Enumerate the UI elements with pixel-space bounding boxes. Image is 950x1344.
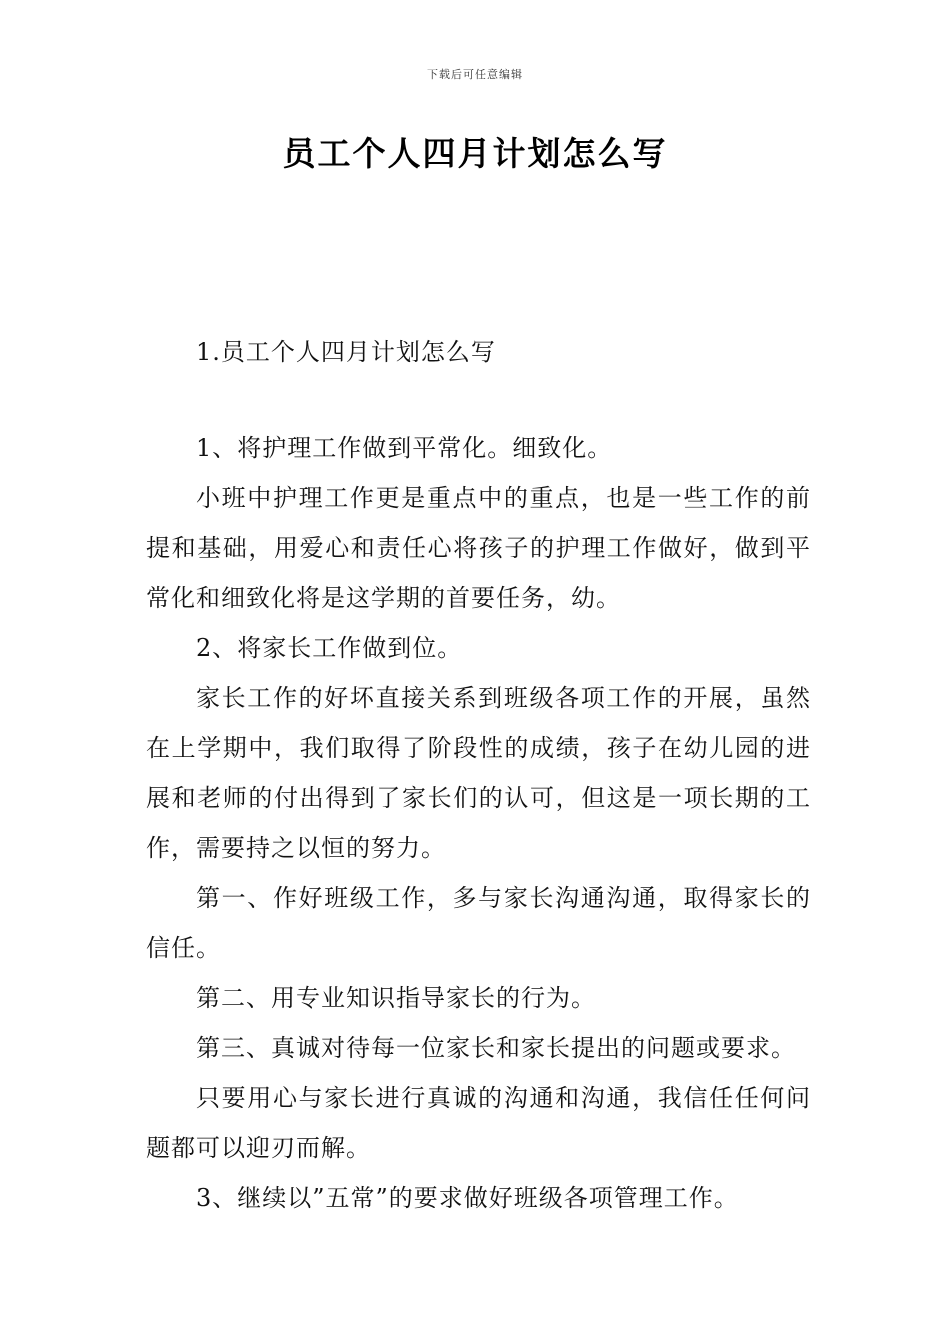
document-body bbox=[146, 423, 811, 1223]
paragraph: 1、将护理工作做到平常化。细致化。 bbox=[196, 434, 613, 462]
header-note: 下载后可任意编辑 bbox=[427, 68, 523, 81]
paragraph: 小班中护理工作更是重点中的重点，也是一些工作的前提和基础，用爱心和责任心将孩子的护理工作做好，做到平常化和细致化将是这学期的首要任务，幼。 bbox=[146, 484, 811, 612]
section-heading: 1.员工个人四月计划怎么写 bbox=[196, 338, 496, 366]
paragraph: 第一、作好班级工作，多与家长沟通沟通，取得家长的信任。 bbox=[146, 884, 811, 962]
document-title: 员工个人四月计划怎么写 bbox=[282, 134, 668, 173]
paragraph: 只要用心与家长进行真诚的沟通和沟通，我信任任何问题都可以迎刃而解。 bbox=[146, 1084, 811, 1162]
paragraph: 家长工作的好坏直接关系到班级各项工作的开展，虽然在上学期中，我们取得了阶段性的成绩，孩子在幼儿园的进展和老师的付出得到了家长们的认可，但这是一项长期的工作，需要持之以恒的努力。 bbox=[146, 684, 811, 862]
paragraph: 3、继续以”五常”的要求做好班级各项管理工作。 bbox=[196, 1184, 739, 1212]
paragraph: 第二、用专业知识指导家长的行为。 bbox=[196, 984, 596, 1012]
paragraph: 2、将家长工作做到位。 bbox=[196, 634, 463, 662]
paragraph: 第三、真诚对待每一位家长和家长提出的问题或要求。 bbox=[196, 1034, 796, 1062]
